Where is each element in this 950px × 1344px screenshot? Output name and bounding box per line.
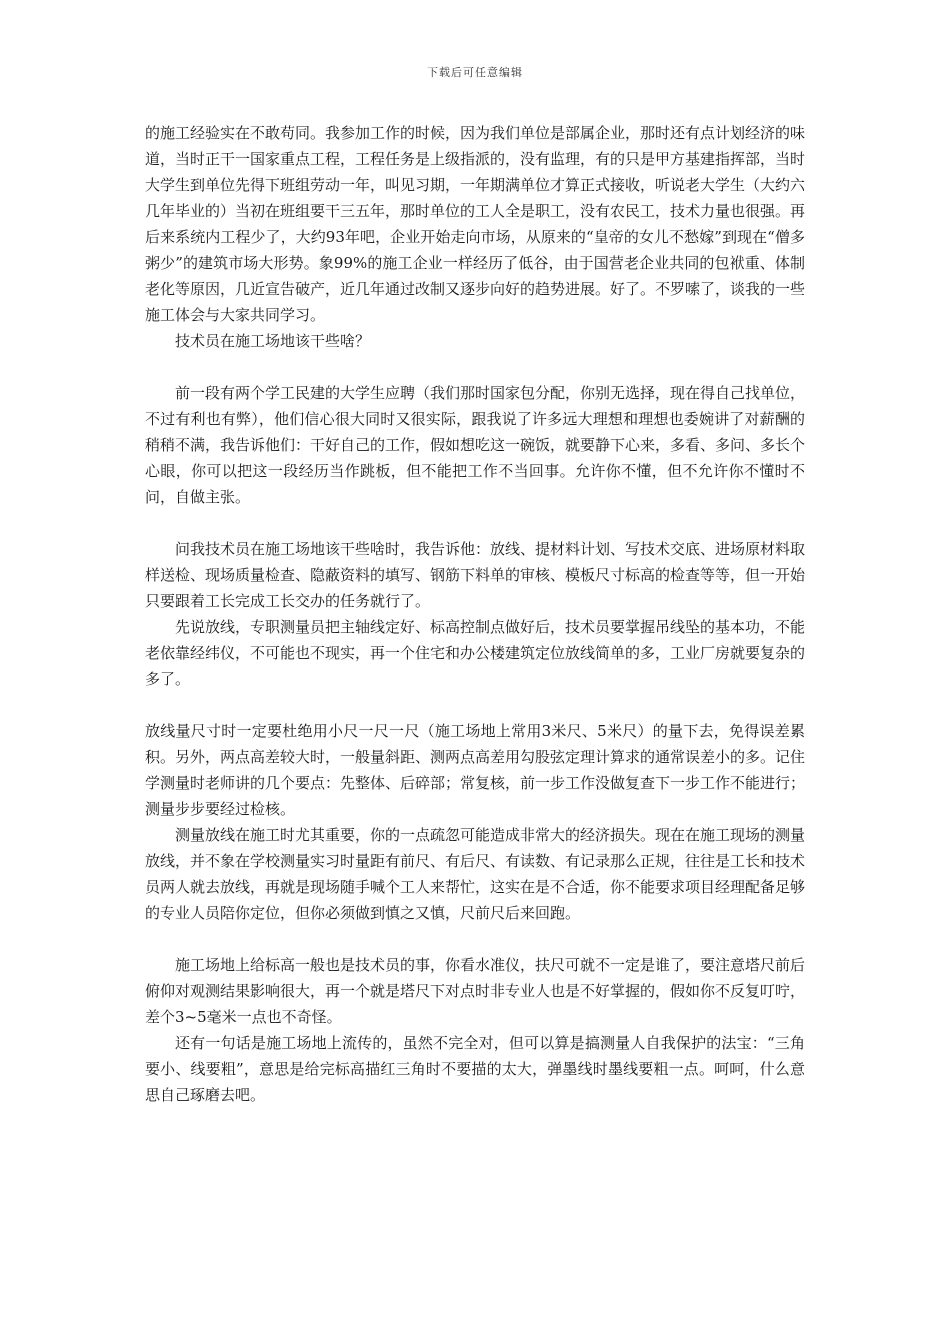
paragraph: 前一段有两个学工民建的大学生应聘（我们那时国家包分配，你别无选择，现在得自己找单位，不过有利也有弊），他们信心很大同时又很实际，跟我说了许多远大理想和理想也委婉讲了对薪酬的稍稍不满，我告诉他们：干好自己的工作，假如想吃这一碗饭，就要静下心来，多看、多问、多长个心眼，你可以把这一段经历当作跳板，但不能把工作不当回事。允许你不懂，但不允许你不懂时不问，自做主张。 — [145, 384, 806, 506]
paragraph: 的施工经验实在不敢苟同。我参加工作的时候，因为我们单位是部属企业，那时还有点计划经济的味道，当时正干一国家重点工程，工程任务是上级指派的，没有监理，有的只是甲方基建指挥部，当时大学生到单位先得下班组劳动一年，叫见习期，一年期满单位才算正式接收，听说老大学生（大约六几年毕业的）当初在班组要干三五年，那时单位的工人全是职工，没有农民工，技术力量也很强。再后来系统内工程少了，大约93年吧，企业开始走向市场，从原来的“皇帝的女儿不愁嫁”到现在“僧多粥少”的建筑市场大形势。象99%的施工企业一样经历了低谷，由于国营老企业共同的包袱重、体制老化等原因，几近宣告破产，近几年通过改制又逐步向好的趋势进展。好了。不罗嗦了，谈我的一些施工体会与大家共同学习。 — [145, 124, 806, 324]
paragraph: 测量放线在施工时尤其重要，你的一点疏忽可能造成非常大的经济损失。现在在施工现场的测量放线，并不象在学校测量实习时量距有前尺、有后尺、有读数、有记录那么正规，往往是工长和技术员两人就去放线，再就是现场随手喊个工人来帮忙，这实在是不合适，你不能要求项目经理配备足够的专业人员陪你定位，但你必须做到慎之又慎，尺前尺后来回跑。 — [145, 826, 806, 922]
document-body — [145, 120, 805, 1108]
paragraph: 施工场地上给标高一般也是技术员的事，你看水准仪，扶尺可就不一定是谁了，要注意塔尺前后俯仰对观测结果影响很大，再一个就是塔尺下对点时非专业人也是不好掌握的，假如你不反复叮咛，差个3~5毫米一点也不奇怪。 — [145, 956, 806, 1026]
paragraph: 放线量尺寸时一定要杜绝用小尺一尺一尺（施工场地上常用3米尺、5米尺）的量下去，免得误差累积。另外，两点高差较大时，一般量斜距、测两点高差用勾股弦定理计算求的通常误差小的多。记住学测量时老师讲的几个要点：先整体、后碎部；常复核，前一步工作没做复查下一步工作不能进行；测量步步要经过检核。 — [145, 722, 806, 818]
paragraph: 还有一句话是施工场地上流传的，虽然不完全对，但可以算是搞测量人自我保护的法宝：“三角要小、线要粗”，意思是给完标高描红三角时不要描的太大，弹墨线时墨线要粗一点。呵呵，什么意思自己琢磨去吧。 — [145, 1034, 805, 1104]
paragraph: 问我技术员在施工场地该干些啥时，我告诉他：放线、提材料计划、写技术交底、进场原材料取样送检、现场质量检查、隐蔽资料的填写、钢筋下料单的审核、模板尺寸标高的检查等等，但一开始只要跟着工长完成工长交办的任务就行了。 — [145, 540, 806, 610]
page-header: 下载后可任意编辑 — [427, 66, 523, 79]
paragraph: 先说放线，专职测量员把主轴线定好、标高控制点做好后，技术员要掌握吊线坠的基本功，不能老依靠经纬仪，不可能也不现实，再一个住宅和办公楼建筑定位放线简单的多，工业厂房就要复杂的多了。 — [145, 618, 806, 688]
section-heading: 技术员在施工场地该干些啥？ — [175, 332, 371, 350]
